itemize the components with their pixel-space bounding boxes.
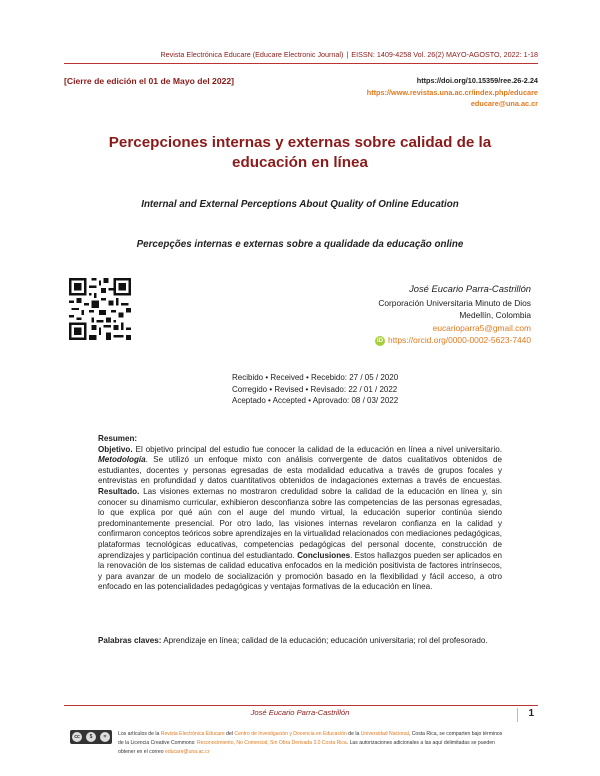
edition-close-note: [Cierre de edición el 01 de Mayo del 2022]	[64, 76, 235, 86]
article-links	[367, 75, 538, 110]
license-journal-link[interactable]: Revista Electrónica Educare	[160, 731, 225, 737]
license-cc-link[interactable]: Reconocimiento, No Comercial, Sin Obra Derivada 3.0 Costa Rica	[197, 740, 347, 746]
qr-code-icon	[69, 278, 131, 340]
license-una-link[interactable]: Universidad Nacional	[360, 731, 409, 737]
orcid-line	[375, 334, 531, 346]
author-block	[375, 283, 531, 346]
doi-link[interactable]: https://doi.org/10.15359/ree.26-2.24	[416, 76, 538, 85]
license-email-link[interactable]: educare@una.ac.cr	[165, 749, 210, 755]
english-title: Internal and External Perceptions About Quality of Online Education	[141, 199, 459, 210]
date-received: Recibido • Received • Recebido: 27 / 05 / 2020	[232, 373, 399, 382]
resultado-text: Las visiones externas no mostraron credulidad sobre la calidad de la educación en línea y, sin conocer su dinamismo curricular, exhibieron desconfianza sobre las competencias de las personas egresadas, lo que explica por qué aún con el auge del mundo virtual, la educación superior continúa siendo predominantemente presencial. Por otro lado, las visiones internas revelaron confianza en la calidad y confirmaron conceptos teóricos sobre aprendizajes en la virtualidad relacionados con mediaciones pedagógicas, plataformas tecnológicas educativas, competencias pedagógicas del personal docente, construcción de aprendizajes y participación continua del estudiantado.	[98, 486, 502, 560]
header-rule	[64, 63, 538, 64]
license-part: del	[224, 731, 235, 737]
license-part: . Las autorizaciones adicionales a las aquí delimitadas se pueden obtener en el correo	[118, 740, 495, 755]
conclusiones-text: . Estos hallazgos pueden ser aplicados en la renovación de los sistemas de calidad educativa enfocados en la medición positivista de factores intrínsecos, y para avanzar de un modelo de socialización y promoción basado en la flexibilidad y fácil acceso, a otro enfocado en las potencialidades pedagógicas y ventajas formativas de la educación en línea.	[98, 550, 502, 592]
conclusiones-label: Conclusiones	[297, 550, 351, 560]
running-header: Revista Electrónica Educare (Educare Electronic Journal) | EISSN: 1409-4258 Vol. 26(2) MAYO-AGOSTO, 2022: 1-18	[160, 50, 538, 59]
page-number: 1	[528, 708, 534, 719]
orcid-link[interactable]: https://orcid.org/0000-0002-5623-7440	[388, 334, 531, 345]
page-divider	[517, 708, 518, 722]
author-name: José Eucario Parra-Castrillón	[409, 283, 531, 294]
title-line-1: Percepciones internas y externas sobre calidad de la	[108, 134, 492, 151]
issn-info: EISSN: 1409-4258 Vol. 26(2) MAYO-AGOSTO, 2022: 1-18	[351, 50, 538, 59]
resultado-label: Resultado.	[98, 486, 140, 496]
article-title	[60, 133, 540, 173]
journal-name: Revista Electrónica Educare (Educare Electronic Journal)	[160, 50, 344, 59]
metodologia-label: Metodología	[98, 455, 146, 465]
author-affiliation: Corporación Universitaria Minuto de Dios	[378, 298, 531, 309]
title-line-2: educación en línea	[232, 154, 368, 171]
portuguese-title: Percepções internas e externas sobre a qualidade da educação online	[136, 239, 464, 250]
license-part: Los artículos de la	[118, 731, 161, 737]
footer-author: José Eucario Parra-Castrillón	[250, 708, 350, 717]
objetivo-label: Objetivo.	[98, 444, 133, 454]
keywords-label: Palabras claves:	[98, 636, 162, 645]
license-part: de la	[346, 731, 361, 737]
journal-email-link[interactable]: educare@una.ac.cr	[470, 99, 538, 108]
objetivo-text: El objetivo principal del estudio fue conocer la calidad de la educación en línea a nivel universitario.	[132, 444, 502, 454]
creative-commons-icon[interactable]: cc $ =	[70, 730, 112, 744]
date-revised: Corregido • Revised • Revisado: 22 / 01 / 2022	[232, 384, 398, 394]
author-location: Medellín, Colombia	[459, 310, 531, 321]
author-email-link[interactable]: eucarioparra5@gmail.com	[432, 322, 531, 333]
license-part: , Costa Rica, se comparten bajo términos de la Licencia Creative Commons:	[118, 731, 503, 746]
date-accepted: Aceptado • Accepted • Aprovado: 08 / 03/ 2022	[232, 396, 399, 405]
abstract	[98, 434, 502, 593]
abstract-body	[98, 445, 502, 593]
abstract-heading: Resumen:	[98, 434, 138, 443]
footer-rule	[64, 705, 538, 706]
submission-dates	[232, 372, 398, 407]
license-text	[118, 730, 508, 757]
keywords-text: Aprendizaje en línea; calidad de la educación; educación universitaria; rol del profesorado.	[161, 636, 488, 645]
license-centro-link[interactable]: Centro de Investigación y Docencia en Educación	[234, 731, 347, 737]
metodologia-text: . Se utilizó un enfoque mixto con análisis convergente de datos cualitativos obtenidos de estudiantes, docentes y personas egresadas de esta modalidad educativa a través de grupos focales y entrevistas en profundidad y datos cuantitativos obtenidos de indagaciones externas a través de encuestas.	[98, 455, 502, 486]
orcid-icon: iD	[377, 337, 384, 344]
journal-website-link[interactable]: https://www.revistas.una.ac.cr/index.php/educare	[366, 87, 538, 97]
keywords	[98, 636, 502, 647]
